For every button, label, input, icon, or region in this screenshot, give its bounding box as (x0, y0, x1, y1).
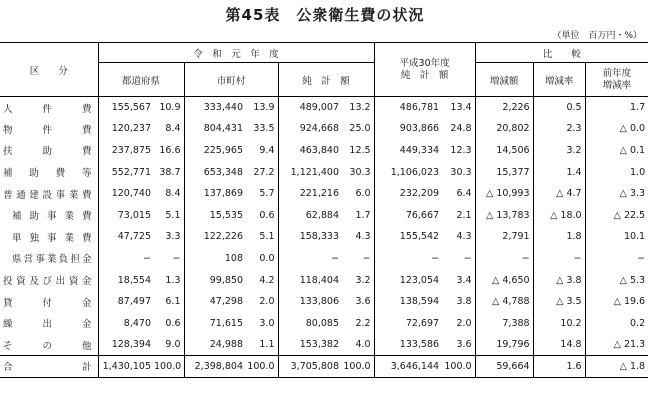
table-cell: 237,875 (98, 140, 154, 162)
table-cell: △ 0.1 (585, 140, 648, 162)
table-cell: 108 (184, 248, 246, 270)
table-cell: 333,440 (184, 97, 246, 119)
table-cell: △ 0.0 (585, 118, 648, 140)
header-hikaku: 比 較 (475, 43, 648, 63)
table-cell: 8.4 (165, 123, 181, 135)
row-label: 普通建設事業費 (3, 189, 92, 201)
table-cell: 2.0 (259, 296, 275, 308)
table-cell: 4.3 (355, 231, 371, 243)
table-body (0, 97, 648, 378)
table-cell: 153,382 (278, 334, 342, 356)
header-zougengaku: 増減額 (475, 63, 533, 97)
row-label: 県営事業負担金 (12, 254, 92, 266)
table-cell: 19,796 (475, 334, 533, 356)
table-cell: 1.7 (585, 97, 648, 119)
table-cell: 8.4 (165, 188, 181, 200)
table-row (0, 248, 648, 270)
table-cell: 3.6 (456, 339, 472, 351)
table-cell: 486,781 (374, 97, 442, 119)
table-cell: 18,554 (98, 269, 154, 291)
table-cell: − (475, 248, 533, 270)
row-label: 補助費等 (3, 168, 92, 180)
table-cell: 100.0 (154, 356, 184, 378)
header-junkei: 純 計 額 (278, 63, 374, 97)
table-cell: 30.3 (349, 166, 371, 178)
table-cell: 3.6 (355, 296, 371, 308)
table-cell: 1,106,023 (374, 161, 442, 183)
row-label: 繰出金 (3, 319, 92, 331)
table-cell: △ 3.3 (585, 183, 648, 205)
table-cell: 1,121,400 (278, 161, 342, 183)
table-cell: 80,085 (278, 312, 342, 334)
table-cell: 9.4 (259, 144, 275, 156)
table-cell: △ 1.8 (585, 356, 648, 378)
table-row (0, 356, 648, 378)
table-cell: 3.3 (165, 231, 181, 243)
table-cell: 47,298 (184, 291, 246, 313)
table-cell: 24.8 (450, 123, 472, 135)
table-cell: △ 21.3 (585, 334, 648, 356)
row-label: その他 (3, 340, 92, 352)
table-cell: 99,850 (184, 269, 246, 291)
table-cell: 0.6 (259, 209, 275, 221)
table-cell: 20,802 (475, 118, 533, 140)
table-cell: 120,740 (98, 183, 154, 205)
table-cell: 14,506 (475, 140, 533, 162)
table-cell: 653,348 (184, 161, 246, 183)
table-cell: 155,542 (374, 226, 442, 248)
table-cell: 133,586 (374, 334, 442, 356)
table-cell: 38.7 (159, 166, 181, 178)
header-zennendo-line2: 増減率 (602, 79, 632, 91)
table-row (0, 140, 648, 162)
table-cell: 1.8 (533, 226, 585, 248)
table-cell: 16.6 (159, 144, 181, 156)
unit-note: （単位 百万円・%） (552, 31, 642, 41)
header-heisei-junkei: 純 計 額 (400, 69, 449, 81)
table-cell: 122,226 (184, 226, 246, 248)
table-cell: 3.0 (259, 317, 275, 329)
table-cell: 13.9 (253, 102, 275, 114)
table-cell: 3,705,808 (278, 356, 342, 378)
table-cell: 155,567 (98, 97, 154, 119)
table-cell: 100.0 (342, 356, 374, 378)
table-cell: △ 5.3 (585, 269, 648, 291)
table-cell: 158,333 (278, 226, 342, 248)
header-shichoson: 市町村 (184, 63, 278, 97)
table-cell: 10.1 (585, 226, 648, 248)
public-health-table (0, 42, 648, 378)
table-cell: − (98, 248, 154, 270)
table-cell: 1.6 (533, 356, 585, 378)
table-cell: 100.0 (442, 356, 475, 378)
table-cell: 14.8 (533, 334, 585, 356)
table-cell: 123,054 (374, 269, 442, 291)
header-heisei-year: 平成30年度 (399, 57, 450, 69)
table-cell: 120,237 (98, 118, 154, 140)
table-cell: 76,667 (374, 204, 442, 226)
table-cell: △ 10,993 (475, 183, 533, 205)
table-row (0, 226, 648, 248)
table-cell: 5.1 (259, 231, 275, 243)
table-cell: − (278, 248, 342, 270)
table-cell: 1.4 (533, 161, 585, 183)
table-cell: 30.3 (450, 166, 472, 178)
table-cell: 128,394 (98, 334, 154, 356)
table-cell: 3.8 (456, 296, 472, 308)
table-cell: 1.0 (585, 161, 648, 183)
table-cell: △ 3.5 (533, 291, 585, 313)
row-label: 合計 (0, 356, 98, 378)
table-cell: 552,771 (98, 161, 154, 183)
table-cell: 24,988 (184, 334, 246, 356)
table-cell: 903,866 (374, 118, 442, 140)
table-row (0, 334, 648, 356)
table-cell: △ 18.0 (533, 204, 585, 226)
table-cell: 62,884 (278, 204, 342, 226)
table-cell: 25.0 (349, 123, 371, 135)
table-cell: 2.2 (355, 317, 371, 329)
table-cell: △ 22.5 (585, 204, 648, 226)
table-cell: 100.0 (246, 356, 278, 378)
table-cell: △ 4,788 (475, 291, 533, 313)
table-cell: − (362, 252, 371, 264)
header-reiwa: 令 和 元 年 度 (98, 43, 374, 63)
table-cell: 3.2 (533, 140, 585, 162)
table-cell: 5.1 (165, 209, 181, 221)
table-cell: − (533, 248, 585, 270)
table-cell: 59,664 (475, 356, 533, 378)
row-label: 投資及び出資金 (3, 276, 92, 288)
table-cell: △ 13,783 (475, 204, 533, 226)
table-row (0, 161, 648, 183)
header-zougenritsu: 増減率 (533, 63, 585, 97)
row-label: 貸付金 (3, 297, 92, 309)
header-category: 区 分 (0, 43, 98, 97)
header-heisei (374, 43, 475, 97)
table-cell: 1,430,105 (98, 356, 154, 378)
table-cell: − (463, 252, 472, 264)
table-cell: 3.4 (456, 274, 472, 286)
page-title: 第45表 公衆衛生費の状況 (225, 6, 425, 24)
table-cell: 137,869 (184, 183, 246, 205)
header-zennendo-line1: 前年度 (602, 67, 632, 79)
table-cell: 10.9 (159, 102, 181, 114)
table-cell: 12.3 (450, 144, 472, 156)
row-label: 補助事業費 (12, 211, 92, 223)
table-cell: 33.5 (253, 123, 275, 135)
table-cell: 4.0 (355, 339, 371, 351)
table-cell: 232,209 (374, 183, 442, 205)
header-zennendo (585, 63, 648, 97)
table-cell: 1.7 (355, 209, 371, 221)
table-cell: 15,377 (475, 161, 533, 183)
table-cell: 489,007 (278, 97, 342, 119)
table-cell: 5.7 (259, 188, 275, 200)
table-cell: 138,594 (374, 291, 442, 313)
table-cell: 0.6 (165, 317, 181, 329)
row-label: 人件費 (3, 103, 92, 115)
table-cell: △ 4,650 (475, 269, 533, 291)
table-cell: 10.2 (533, 312, 585, 334)
table-cell: − (172, 252, 181, 264)
table-cell: 0.5 (533, 97, 585, 119)
table-cell: 804,431 (184, 118, 246, 140)
row-label: 物件費 (3, 124, 92, 136)
table-cell: 2.0 (456, 317, 472, 329)
table-cell: 225,965 (184, 140, 246, 162)
table-row (0, 97, 648, 119)
table-cell: 2,398,804 (184, 356, 246, 378)
table-cell: 133,806 (278, 291, 342, 313)
table-cell: 72,697 (374, 312, 442, 334)
table-cell: 924,668 (278, 118, 342, 140)
table-cell: 6.1 (165, 296, 181, 308)
table-cell: 2.1 (456, 209, 472, 221)
table-cell: 118,404 (278, 269, 342, 291)
table-cell: 3.2 (355, 274, 371, 286)
table-cell: 13.2 (349, 102, 371, 114)
table-cell: 9.0 (165, 339, 181, 351)
table-cell: 0.2 (585, 312, 648, 334)
row-label: 扶助費 (3, 146, 92, 158)
table-cell: 13.4 (450, 102, 472, 114)
table-cell: 4.2 (259, 274, 275, 286)
table-cell: 0.0 (259, 252, 275, 264)
table-row (0, 291, 648, 313)
table-cell: 2,791 (475, 226, 533, 248)
table-row (0, 204, 648, 226)
table-cell: 12.5 (349, 144, 371, 156)
table-cell: 6.0 (355, 188, 371, 200)
table-cell: △ 19.6 (585, 291, 648, 313)
table-cell: △ 3.8 (533, 269, 585, 291)
table-row (0, 312, 648, 334)
table-cell: 1.1 (259, 339, 275, 351)
table-row (0, 269, 648, 291)
table-row (0, 118, 648, 140)
table-cell: 27.2 (253, 166, 275, 178)
table-cell: 463,840 (278, 140, 342, 162)
table-cell: 4.3 (456, 231, 472, 243)
table-cell: 2,226 (475, 97, 533, 119)
table-cell: 7,388 (475, 312, 533, 334)
table-cell: 47,725 (98, 226, 154, 248)
table-cell: − (585, 248, 648, 270)
table-cell: 3,646,144 (374, 356, 442, 378)
table-cell: 1.3 (165, 274, 181, 286)
table-cell: 15,535 (184, 204, 246, 226)
table-cell: 449,334 (374, 140, 442, 162)
table-row (0, 183, 648, 205)
header-todofuken: 都道府県 (98, 63, 184, 97)
table-cell: 73,015 (98, 204, 154, 226)
row-label: 単独事業費 (12, 232, 92, 244)
table-cell: 221,216 (278, 183, 342, 205)
table-cell: 8,470 (98, 312, 154, 334)
table-cell: − (374, 248, 442, 270)
table-cell: 87,497 (98, 291, 154, 313)
table-cell: △ 4.7 (533, 183, 585, 205)
table-cell: 6.4 (456, 188, 472, 200)
table-cell: 71,615 (184, 312, 246, 334)
table-cell: 2.3 (533, 118, 585, 140)
